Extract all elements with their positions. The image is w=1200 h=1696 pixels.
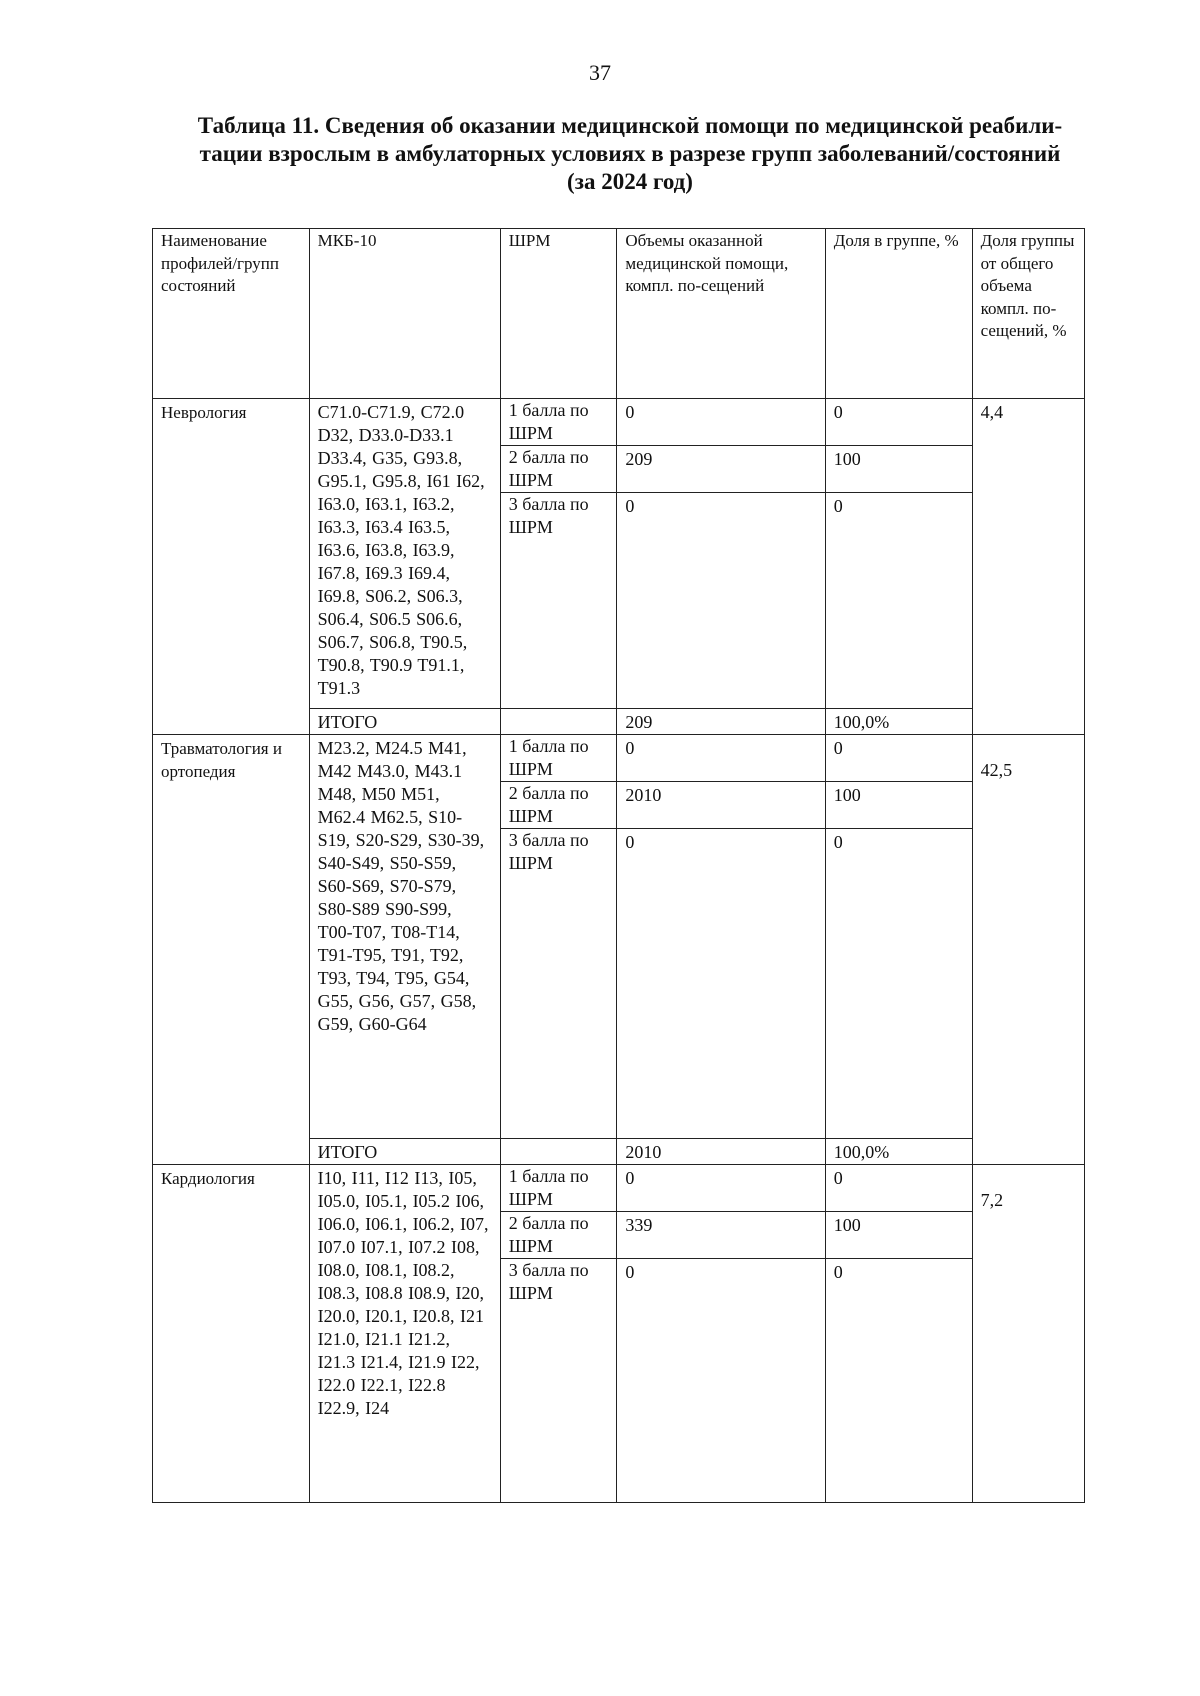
total-shrm-empty [500,709,617,735]
group-name: Неврология [153,399,310,735]
total-label: ИТОГО [309,1139,500,1165]
header-icd: МКБ-10 [309,229,500,399]
shrm-cell: 1 балла по ШРМ [500,1165,617,1212]
shrm-cell: 3 балла по ШРМ [500,829,617,1139]
total-volume: 209 [617,709,825,735]
table-row [153,1165,1085,1212]
header-group-share: Доля группы от общего объема компл. по-сещений, % [972,229,1084,399]
shrm-cell: 2 балла по ШРМ [500,1212,617,1259]
total-volume: 2010 [617,1139,825,1165]
header-volume: Объемы оказанной медицинской помощи, компл. по-сещений [617,229,825,399]
shrm-cell: 2 балла по ШРМ [500,782,617,829]
shrm-cell: 3 балла по ШРМ [500,493,617,709]
share-cell: 0 [825,1165,972,1212]
volume-cell: 339 [617,1212,825,1259]
table-title [150,112,1110,196]
share-cell: 0 [825,735,972,782]
total-label: ИТОГО [309,709,500,735]
total-share: 100,0% [825,1139,972,1165]
group-share-cell [972,1165,1084,1503]
share-cell: 100 [825,446,972,493]
group-share-value: 7,2 [980,1190,1004,1210]
title-line: тации взрослым в амбулаторных условиях в разрезе групп заболеваний/состояний [199,141,1061,166]
spacer [981,737,1076,759]
page-number: 37 [589,60,611,85]
group-name: Травматология и ортопедия [153,735,310,1165]
volume-cell: 0 [617,735,825,782]
header-row [153,229,1085,399]
icd-codes: C71.0-C71.9, C72.0 D32, D33.0-D33.1 D33.4, G35, G93.8, G95.1, G95.8, I61 I62, I63.0, I63.1, I63.2, I63.3, I63.4 I63.5, I63.6, I63.8, I63.9, I67.8, I69.3 I69.4, I69.8, S06.2, S06.3, S06.4, S06.5 S06.6, S06.7, S06.8, T90.5, T90.8, T90.9 T91.1, T91.3 [309,399,500,709]
share-cell: 100 [825,1212,972,1259]
icd-codes: M23.2, M24.5 M41, M42 M43.0, M43.1 M48, M50 M51, M62.4 M62.5, S10-S19, S20-S29, S30-39, S40-S49, S50-S59, S60-S69, S70-S79, S80-S89 S90-S99, T00-T07, T08-T14, T91-T95, T91, T92, T93, T94, T95, G54, G55, G56, G57, G58, G59, G60-G64 [309,735,500,1139]
volume-cell: 0 [617,399,825,446]
shrm-cell: 3 балла по ШРМ [500,1259,617,1503]
title-line: Таблица 11. Сведения об оказании медицинской помощи по медицинской реабили- [197,113,1063,138]
spacer [981,1167,1076,1189]
group-share-cell [972,735,1084,1165]
group-share-cell: 4,4 [972,399,1084,735]
share-cell: 0 [825,493,972,709]
volume-cell: 0 [617,1165,825,1212]
shrm-cell: 2 балла по ШРМ [500,446,617,493]
share-cell: 0 [825,829,972,1139]
header-profile: Наименование профилей/групп состояний [153,229,310,399]
volume-cell: 209 [617,446,825,493]
group-share-value: 42,5 [980,760,1013,780]
total-share: 100,0% [825,709,972,735]
volume-cell: 0 [617,1259,825,1503]
icd-codes: I10, I11, I12 I13, I05, I05.0, I05.1, I05.2 I06, I06.0, I06.1, I06.2, I07, I07.0 I07.1, I07.2 I08, I08.0, I08.1, I08.2, I08.3, I08.8 I08.9, I20, I20.0, I20.1, I20.8, I21 I21.0, I21.1 I21.2, I21.3 I21.4, I21.9 I22, I22.0 I22.1, I22.8 I22.9, I24 [309,1165,500,1503]
share-cell: 0 [825,1259,972,1503]
header-share-in-group: Доля в группе, % [825,229,972,399]
group-name: Кардиология [153,1165,310,1503]
share-cell: 100 [825,782,972,829]
share-cell: 0 [825,399,972,446]
table-row [153,735,1085,782]
volume-cell: 0 [617,829,825,1139]
rehab-table [152,228,1085,1503]
volume-cell: 2010 [617,782,825,829]
shrm-cell: 1 балла по ШРМ [500,735,617,782]
table-row [153,399,1085,446]
title-line: (за 2024 год) [567,169,693,194]
shrm-cell: 1 балла по ШРМ [500,399,617,446]
volume-cell: 0 [617,493,825,709]
header-shrm: ШРМ [500,229,617,399]
total-shrm-empty [500,1139,617,1165]
